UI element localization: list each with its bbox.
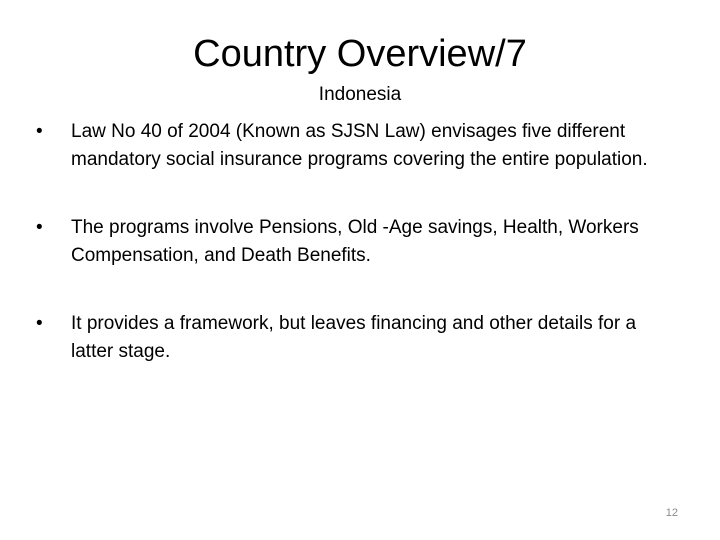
- bullet-text: The programs involve Pensions, Old -Age savings, Health, Workers Compensation, and Death Benefits.: [71, 217, 639, 266]
- bullet-list: [36, 118, 676, 406]
- bullet-item: [36, 118, 676, 174]
- bullet-item: [36, 310, 676, 366]
- bullet-text: Law No 40 of 2004 (Known as SJSN Law) envisages five different mandatory social insurance programs covering the entire population.: [71, 121, 648, 170]
- bullet-marker: •: [36, 121, 43, 142]
- slide-subtitle: Indonesia: [318, 84, 402, 105]
- slide-title: Country Overview/7: [193, 33, 527, 75]
- page-number: 12: [665, 507, 678, 519]
- bullet-marker: •: [36, 217, 43, 238]
- bullet-marker: •: [36, 313, 43, 334]
- bullet-text: It provides a framework, but leaves financing and other details for a latter stage.: [71, 313, 637, 362]
- bullet-item: [36, 214, 676, 270]
